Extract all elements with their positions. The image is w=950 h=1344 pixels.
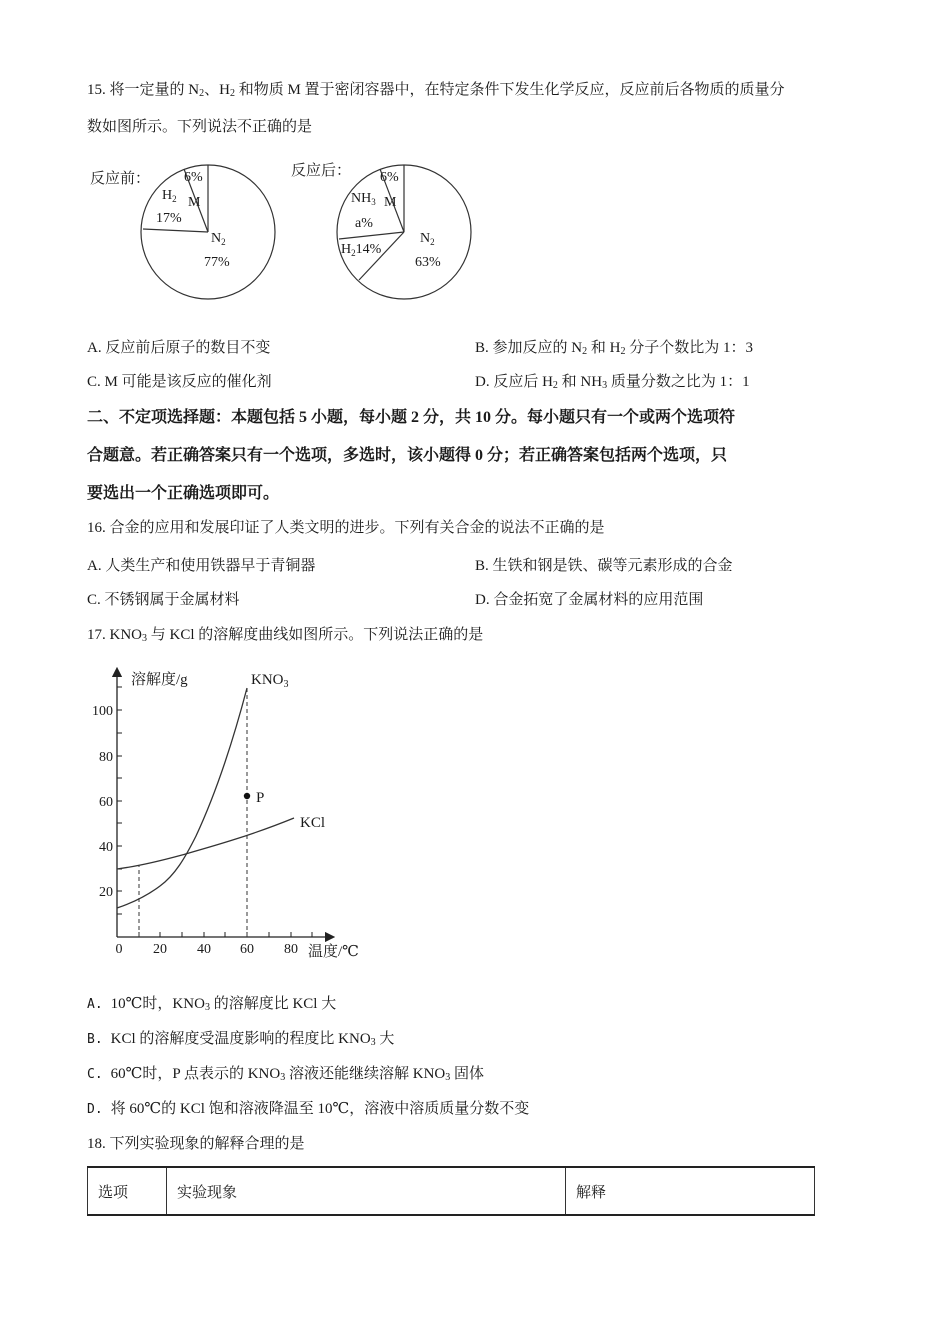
text-part: 分子个数比为 1：3 (625, 340, 753, 356)
text-part: 的溶解度比 KCl 大 (209, 996, 337, 1012)
svg-text:17%: 17% (156, 211, 182, 226)
kno3-curve (117, 688, 247, 908)
subscript: 3 (445, 1072, 451, 1083)
svg-text:NH3: $NH_3$ (351, 191, 376, 207)
subscript: 3 (204, 1002, 210, 1013)
q16-option-d: D. 合金拓宽了金属材料的应用范围 (475, 592, 704, 608)
q15-option-c: C. M 可能是该反应的催化剂 (87, 374, 272, 390)
subscript: 3 (602, 380, 608, 391)
x-tick-labels (116, 942, 299, 957)
svg-text:60: 60 (99, 795, 113, 810)
text-part: 和物质 M 置于密闭容器中，在特定条件下发生化学反应，反应前后各物质的质量分 (234, 82, 785, 98)
svg-text:40: 40 (197, 942, 211, 957)
svg-text:H2: $H_2$ (162, 188, 177, 204)
kno3-label: $KNO_3$ (251, 672, 289, 690)
subscript: 2 (620, 346, 626, 357)
text-part: 17. KNO (87, 627, 142, 643)
svg-text:80: 80 (99, 750, 113, 765)
svg-text:N2: $N_2$ (211, 231, 226, 247)
section2-instructions-line2: 合题意。若正确答案只有一个选项，多选时，该小题得 0 分；若正确答案包括两个选项，只 (87, 447, 728, 464)
q17-option-b (87, 1029, 394, 1053)
q17-option-d (87, 1099, 529, 1120)
header-explanation: 解释 (566, 1167, 815, 1215)
x-axis-label: 温度/℃ (308, 944, 359, 960)
text-part: 15. 将一定量的 N (87, 82, 200, 98)
text-part: 10℃时，KNO (110, 996, 205, 1012)
option-letter: B. (87, 1032, 103, 1047)
subscript: 3 (280, 1072, 286, 1083)
y-axis-label: 溶解度/g (131, 672, 188, 688)
svg-text:80: 80 (284, 942, 298, 957)
svg-text:6%: 6% (184, 170, 203, 185)
svg-text:M: M (384, 195, 397, 210)
svg-text:H214%: $H_214\%$ (341, 242, 382, 258)
x-ticks (139, 932, 312, 937)
svg-text:0: 0 (115, 942, 123, 957)
text-part: 质量分数之比为 1：1 (607, 374, 750, 390)
option-letter: C. (87, 1067, 103, 1082)
svg-text:77%: 77% (204, 255, 230, 270)
q17-option-c (87, 1064, 484, 1088)
text-part: 和 H (587, 340, 621, 356)
q17-option-a (87, 994, 336, 1018)
q18-table (87, 1166, 815, 1216)
header-phenomenon: 实验现象 (167, 1167, 566, 1215)
text-part: B. 参加反应的 N (475, 340, 583, 356)
pie1-title: 反应前： (90, 171, 151, 187)
q16-option-a: A. 人类生产和使用铁器早于青铜器 (87, 558, 316, 574)
text-part: 固体 (450, 1066, 484, 1082)
q18-stem: 18. 下列实验现象的解释合理的是 (87, 1136, 305, 1152)
text-part: 与 KCl 的溶解度曲线如图所示。下列说法正确的是 (147, 627, 484, 643)
subscript: 3 (370, 1037, 376, 1048)
svg-text:100: 100 (92, 704, 113, 719)
kcl-label: KCl (300, 815, 326, 831)
subscript: 2 (199, 88, 205, 99)
subscript: 2 (552, 380, 558, 391)
svg-text:63%: 63% (415, 255, 441, 270)
q16-option-b: B. 生铁和钢是铁、碳等元素形成的合金 (475, 558, 733, 574)
header-option: 选项 (88, 1167, 167, 1215)
section2-instructions-line1: 二、不定项选择题：本题包括 5 小题，每小题 2 分，共 10 分。每小题只有一个或两个选项符 (87, 409, 736, 426)
svg-text:60: 60 (240, 942, 254, 957)
section2-instructions-line3: 要选出一个正确选项即可。 (87, 485, 280, 502)
svg-text:6%: 6% (380, 170, 399, 185)
text-part: 和 NH (557, 374, 603, 390)
text-part: 60℃时，P 点表示的 KNO (110, 1066, 281, 1082)
text-part: 溶液还能继续溶解 KNO (285, 1066, 446, 1082)
text-part: 将 60℃的 KCl 饱和溶液降温至 10℃，溶液中溶质质量分数不变 (110, 1101, 530, 1117)
option-letter: D. (87, 1102, 103, 1117)
q16-option-c: C. 不锈钢属于金属材料 (87, 592, 240, 608)
subscript: 2 (582, 346, 588, 357)
text-part: 、H (204, 82, 230, 98)
table-header-row (88, 1167, 815, 1215)
svg-text:N2: $N_2$ (420, 231, 435, 247)
text-part: D. 反应后 H (475, 374, 553, 390)
point-p-label: P (256, 790, 265, 806)
svg-text:M: M (188, 195, 201, 210)
point-p (244, 793, 250, 799)
text-part: KCl 的溶解度受温度影响的程度比 KNO (110, 1031, 371, 1047)
q15-stem-line2: 数如图所示。下列说法不正确的是 (87, 119, 313, 135)
svg-text:20: 20 (99, 885, 113, 900)
q16-stem: 16. 合金的应用和发展印证了人类文明的进步。下列有关合金的说法不正确的是 (87, 520, 605, 536)
kcl-curve (117, 818, 294, 869)
text-part: 大 (375, 1031, 395, 1047)
y-tick-labels (92, 704, 113, 900)
q15-option-a: A. 反应前后原子的数目不变 (87, 340, 271, 356)
svg-text:40: 40 (99, 840, 113, 855)
y-ticks (117, 687, 122, 914)
svg-text:20: 20 (153, 942, 167, 957)
subscript: 3 (142, 633, 147, 644)
svg-text:a%: a% (355, 216, 373, 231)
subscript: 2 (229, 88, 235, 99)
pie2-title: 反应后： (291, 163, 352, 179)
option-letter: A. (87, 997, 103, 1012)
